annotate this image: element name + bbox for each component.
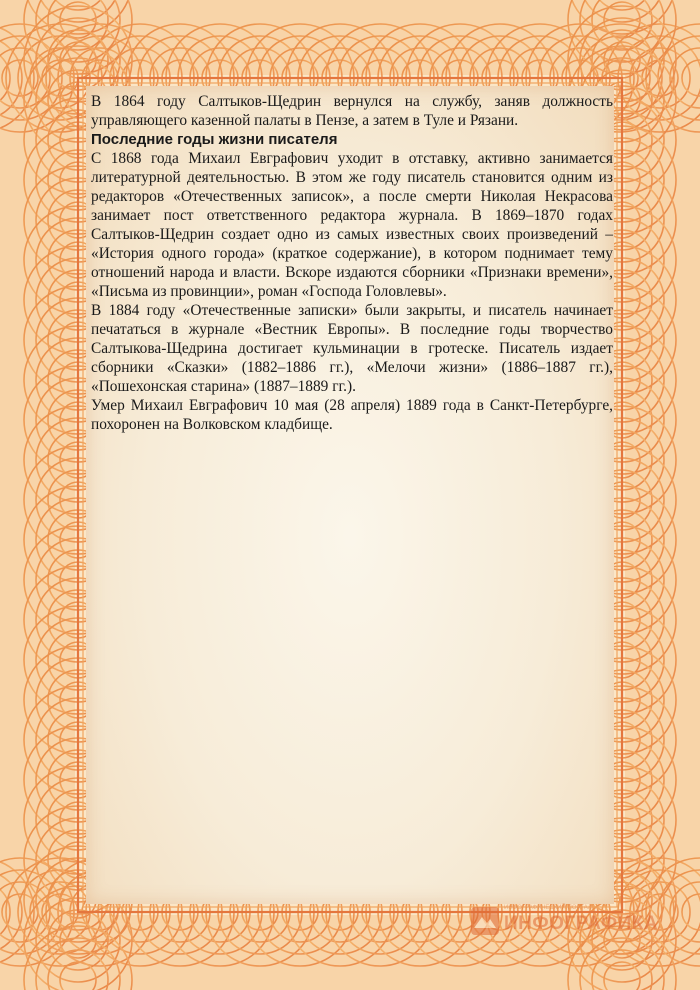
section-heading-last-years: Последние годы жизни писателя — [91, 131, 338, 148]
paragraph-vestnik-evropy: В 1884 году «Отечественные записки» были закрыты, и писатель начинает печататься в журнале «Вестник Европы». В последние годы творчество Салтыкова-Щедрина достигает кульминации в гротеске. Писатель издает сборники «Сказки» (1882–1886 гг.), «Мелочи жизни» (1886–1887 гг.), «Пошехонская старина» (1887–1889 гг.). — [91, 302, 613, 395]
watermark-tagline: ИНФОГРАФИЧЕСКИЙ ПОРТАЛ — [504, 905, 592, 911]
watermark-name: ИНФОГРАФИКА — [504, 913, 659, 934]
logo-mountain-icon — [470, 906, 500, 936]
paragraph-death: Умер Михаил Евграфович 10 мая (28 апреля) 1889 года в Санкт-Петербурге, похоронен на Волковском кладбище. — [91, 397, 613, 433]
paragraph-literary-activity: С 1868 года Михаил Евграфович уходит в отставку, активно занимается литературной деятельностью. В этом же году писатель становится одним из редакторов «Отечественных записок», а после смерти Николая Некрасова занимает пост ответственного редактора журнала. В 1869–1870 годах Салтыков-Щедрин создает одно из самых известных своих произведений – «История одного города» (краткое содержание), в котором поднимает тему отношений народа и власти. Вскоре издаются сборники «Признаки времени», «Письма из провинции», роман «Господа Головлевы». — [91, 150, 613, 300]
document-text — [91, 92, 613, 434]
paragraph-return-to-service: В 1864 году Салтыков-Щедрин вернулся на службу, заняв должность управляющего казенной палаты в Пензе, а затем в Туле и Рязани. — [91, 93, 613, 129]
watermark-logo — [470, 904, 659, 938]
